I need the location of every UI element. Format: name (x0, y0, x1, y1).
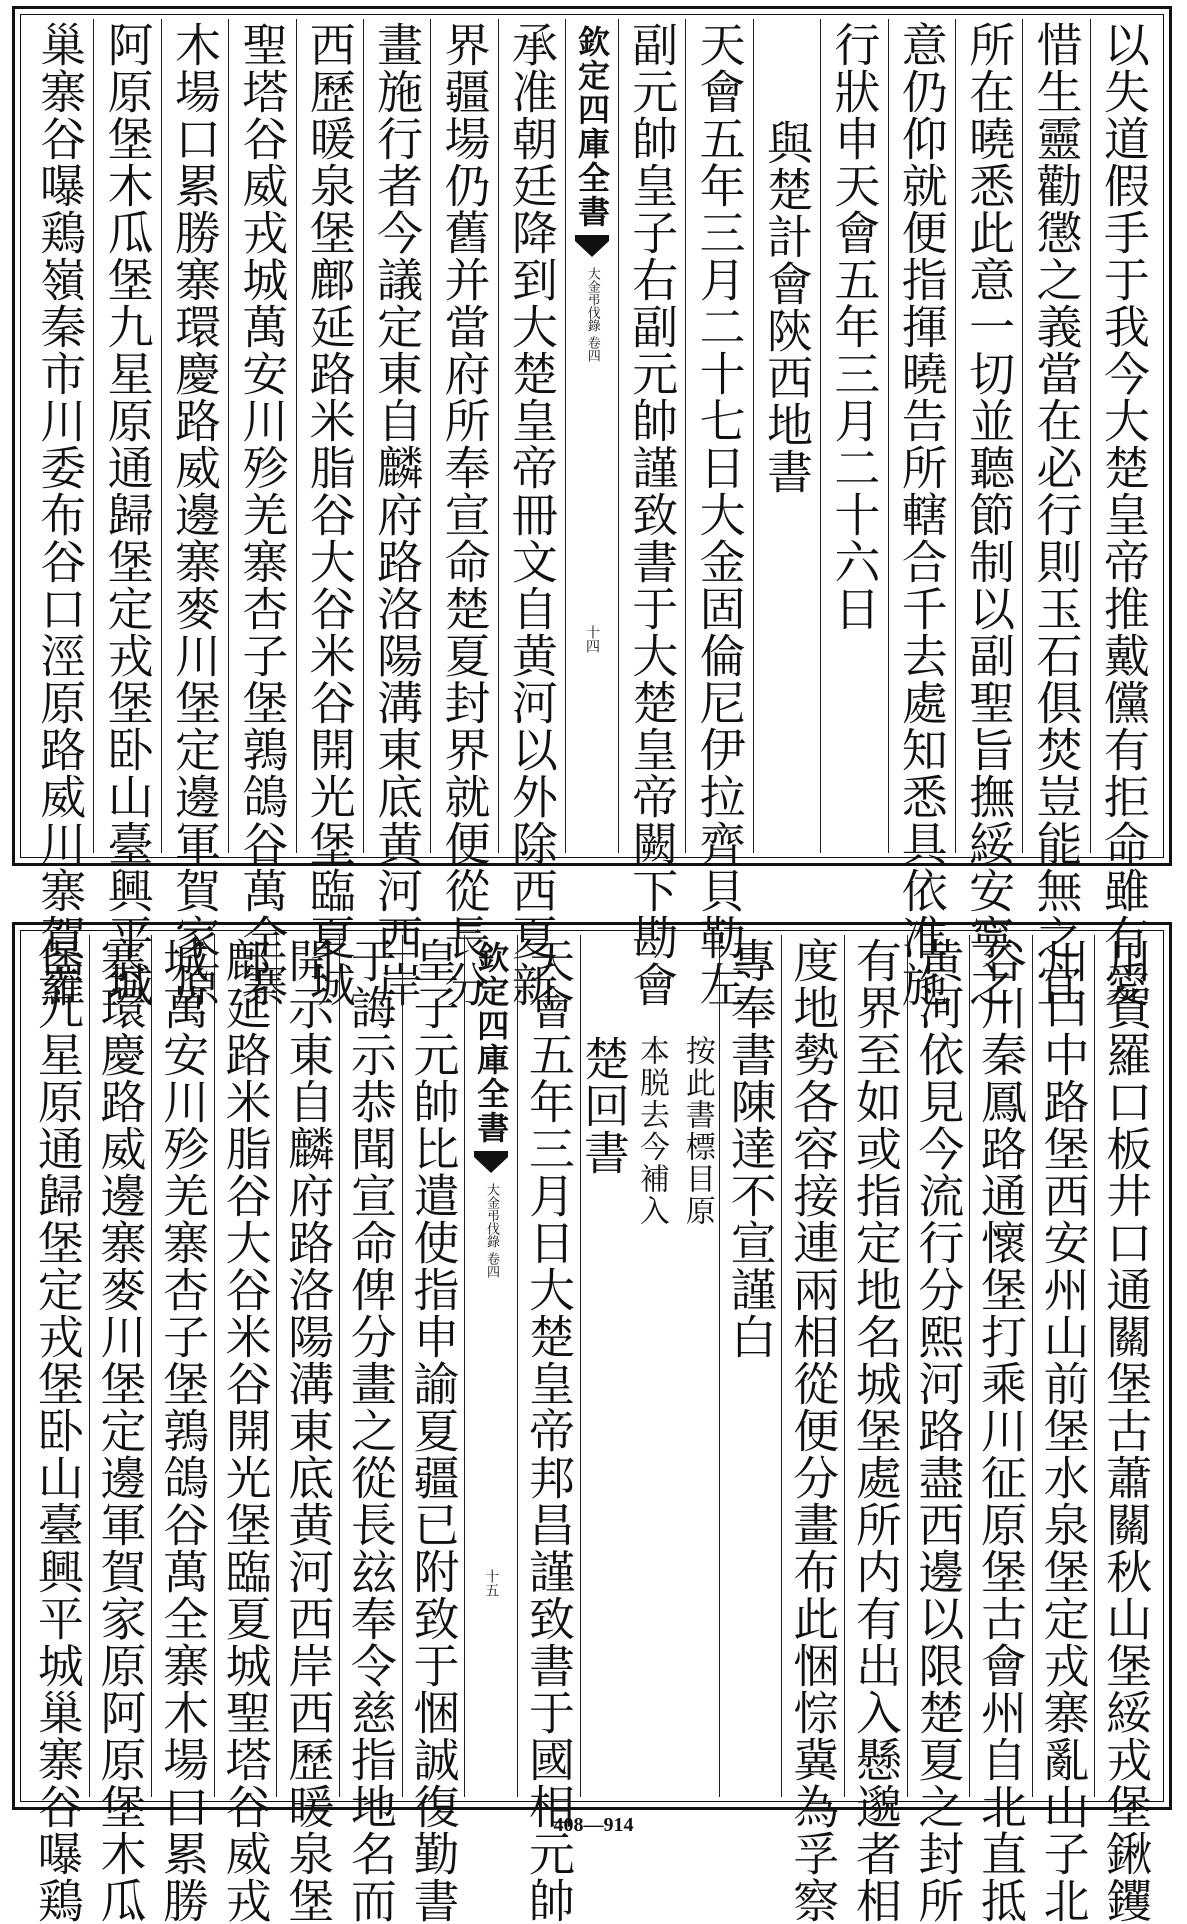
spine-title: 欽定四庫全書 (472, 941, 511, 1145)
text-column: 川賀羅口板井口通關堡古蕭關秋山堡綏戎堡鍬钁 (1094, 935, 1157, 1797)
text-column: 堡九星原通歸堡定戎堡卧山臺興平城巢寨谷嚗鶏 (30, 937, 85, 1924)
spine-subtitle: 大金弔伐錄 卷四 (484, 1183, 500, 1279)
spine-title: 欽定四庫全書 (573, 25, 611, 229)
text-column: 西歷暖泉堡鄜延路米脂谷大谷米谷開光堡臨夏城 (296, 19, 363, 853)
text-column: 度地勢各容接連兩相從便分畫布此悃悰冀為孚察 (781, 935, 844, 1797)
text-column: 專奉書陳達不宣謹白 (719, 935, 782, 1797)
text-column: 木場口累勝寨環慶路威邊寨麥川堡定邊軍賀家原 (161, 19, 228, 853)
top-page (12, 6, 1172, 1008)
fish-tail-ornament-icon (474, 1151, 508, 1177)
text-column: 界疆場仍舊并當府所奉宣命楚夏封界就便從長分 (430, 19, 497, 853)
text-column: 開示東自麟府路洛陽溝東底黄河西岸西歷暖泉堡 (276, 935, 339, 1797)
text-column: 天會五年三月日大楚皇帝邦昌謹致書于國相元帥 (517, 935, 580, 1797)
text-column: 于誨示恭聞宣命俾分畫之從長玆奉令慈指地名而 (339, 935, 402, 1797)
text-column: 阿原堡木瓜堡九星原通歸堡定戎堡卧山臺興平城 (93, 19, 160, 853)
text-column: 惜生靈勸懲之義當在必行則玉石俱焚豈能無之宜 (1022, 19, 1089, 853)
text-column: 谷川秦鳳路通懷堡打乘川征原堡古會州自北直抵 (969, 935, 1032, 1797)
text-column: 畫施行者今議定東自麟府路洛陽溝東底黄河西岸 (363, 19, 430, 853)
fish-tail-ornament-icon (575, 235, 609, 261)
title-annotation: 按此書標目原 本脱去今補入 (633, 1035, 715, 1227)
text-column: 行狀申天會五年三月二十六日 (820, 19, 887, 853)
text-column: 意仍仰就便指揮曉告所轄合千去處知悉具依准施 (888, 19, 955, 853)
text-column: 巢寨谷嚗鶏嶺秦市川委布谷口涇原路威川寨賀羅 (33, 21, 88, 1008)
text-column: 皇子元帥比遣使指申諭夏疆已附致于悃誠復勤書 (402, 935, 465, 1797)
section-title-text: 楚回書 (576, 1035, 631, 1176)
section-title: 與楚計會陝西地書 (753, 19, 820, 853)
folio-number: 十四 (584, 625, 600, 653)
text-column: 天會五年三月二十七日大金固倫尼伊拉齊貝勒左 (685, 19, 752, 853)
text-column: 鄜延路米脂谷大谷米谷開光堡臨夏城聖塔谷威戎 (214, 935, 277, 1797)
book-spine (565, 19, 618, 853)
text-column: 寨環慶路威邊寨麥川堡定邊軍賀家原阿原堡木瓜 (89, 935, 152, 1797)
section-title (576, 935, 719, 1797)
text-column: 承准朝廷降到大楚皇帝冊文自黄河以外除西夏新 (498, 19, 565, 853)
book-spine (464, 935, 517, 1797)
text-column: 黄河依見今流行分熙河路盡西邊以限楚夏之封所 (907, 935, 970, 1797)
text-column: 川口中路堡西安州山前堡水泉堡定戎寨亂山子北 (1032, 935, 1095, 1797)
page-number: 408—914 (553, 1814, 634, 1836)
text-column: 副元帥皇子右副元帥謹致書于大楚皇帝闕下勘會 (618, 19, 685, 853)
top-page-columns (27, 19, 1157, 1008)
text-column: 城萬安川殄羌寨杏子堡鶉鴿谷萬全寨木場口累勝 (151, 935, 214, 1797)
text-column: 聖塔谷威戎城萬安川殄羌寨杏子堡鶉鴿谷萬全寨 (228, 19, 295, 853)
folio-number: 十五 (483, 1569, 500, 1597)
text-column: 有界至如或指定地名城堡處所内有出入懸邈者相 (844, 935, 907, 1797)
text-column: 所在曉悉此意一切並聽節制以副聖旨撫綏安寧之 (955, 19, 1022, 853)
spine-subtitle: 大金弔伐錄 卷四 (584, 267, 600, 363)
text-column: 以失道假手于我今大楚皇帝推戴儻有拒命雖有愛 (1090, 19, 1157, 853)
